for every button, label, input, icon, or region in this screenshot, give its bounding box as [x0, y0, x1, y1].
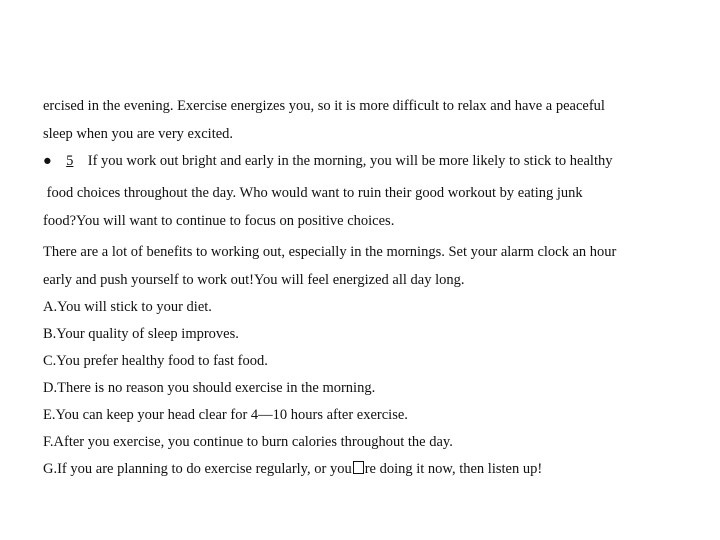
passage-line: food?You will want to continue to focus on positive choices. — [43, 213, 395, 229]
option-text: re doing it now, then listen up! — [364, 461, 543, 477]
option-g — [43, 459, 542, 479]
passage-line: sleep when you are very excited. — [43, 126, 234, 142]
option-e: E.You can keep your head clear for 4—10 hours after exercise. — [43, 407, 408, 423]
passage-line: early and push yourself to work out!You will feel energized all day long. — [43, 272, 465, 288]
bullet-icon: ● — [43, 153, 52, 169]
passage-line: ercised in the evening. Exercise energizes you, so it is more difficult to relax and have a peaceful — [43, 98, 605, 114]
missing-glyph-icon — [353, 461, 364, 474]
passage-text: food choices throughout the day. Who would want to ruin their good workout by eating junk — [43, 185, 583, 201]
passage-text: If you work out bright and early in the morning, you will be more likely to stick to healthy — [87, 153, 613, 169]
passage-line-with-blank — [43, 151, 612, 171]
passage-line — [43, 183, 583, 203]
option-d: D.There is no reason you should exercise in the morning. — [43, 380, 376, 396]
option-c: C.You prefer healthy food to fast food. — [43, 353, 268, 369]
option-f: F.After you exercise, you continue to burn calories throughout the day. — [43, 434, 453, 450]
passage-line: There are a lot of benefits to working out, especially in the mornings. Set your alarm clock an hour — [43, 244, 617, 260]
option-a: A.You will stick to your diet. — [43, 299, 212, 315]
option-b: B.Your quality of sleep improves. — [43, 326, 239, 342]
answer-blank: 5 — [66, 153, 74, 169]
option-text: G.If you are planning to do exercise regularly, or you — [43, 461, 352, 477]
